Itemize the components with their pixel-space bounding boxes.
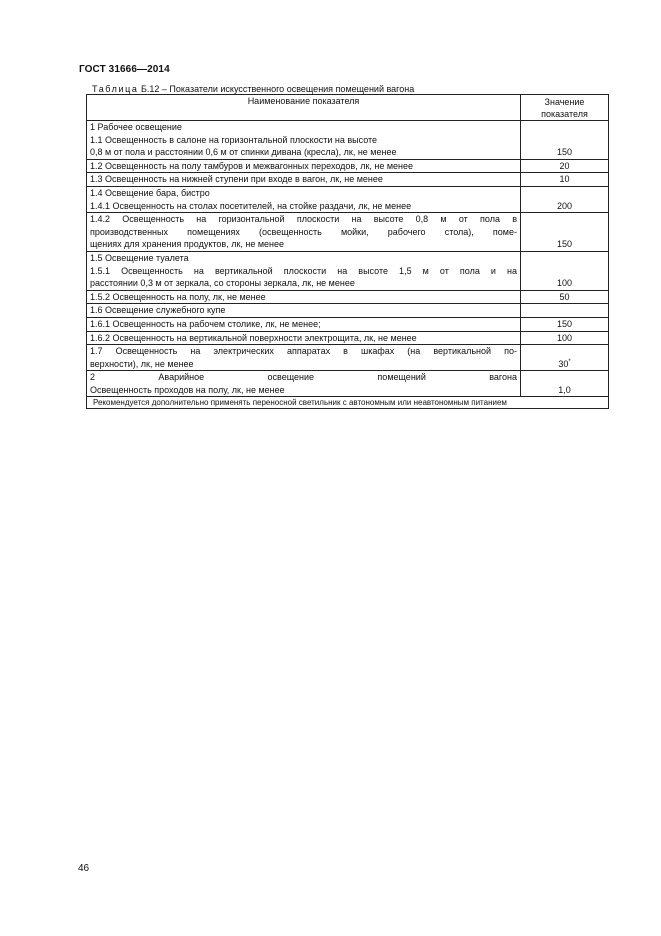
table-caption bbox=[92, 84, 414, 94]
indicator-value: 1,0 bbox=[558, 384, 571, 395]
indicator-name-cell bbox=[87, 251, 521, 290]
lighting-table bbox=[86, 94, 609, 409]
indicator-line: 1.3 Освещенность на нижней ступени при входе в вагон, лк, не менее bbox=[90, 174, 383, 185]
indicator-value-cell bbox=[521, 331, 609, 345]
caption-text: Б.12 – Показатели искусственного освещения помещений вагона bbox=[138, 84, 415, 94]
table-row bbox=[87, 251, 609, 290]
indicator-value-cell bbox=[521, 345, 609, 371]
indicator-line: 1.1 Освещенность в салоне на горизонтальной плоскости на высоте bbox=[90, 134, 378, 145]
indicator-line: верхности), лк, не менее bbox=[90, 358, 194, 369]
table-row bbox=[87, 371, 609, 397]
column-header-value-line1: Значение bbox=[544, 97, 585, 107]
indicator-name-cell bbox=[87, 345, 521, 371]
indicator-value-cell bbox=[521, 251, 609, 290]
page-number: 46 bbox=[78, 863, 90, 874]
indicator-value: 30 bbox=[558, 358, 569, 369]
indicator-line: 1.4 Освещение бара, бистро bbox=[90, 187, 210, 198]
indicator-line: 1.5 Освещение туалета bbox=[90, 252, 189, 263]
indicator-name-cell bbox=[87, 331, 521, 345]
document-id: ГОСТ 31666—2014 bbox=[79, 64, 170, 75]
indicator-value: 100 bbox=[556, 278, 573, 289]
table-row bbox=[87, 290, 609, 304]
table-row bbox=[87, 345, 609, 371]
indicator-value: 150 bbox=[556, 147, 573, 158]
indicator-name-cell bbox=[87, 186, 521, 212]
indicator-name-cell bbox=[87, 213, 521, 252]
indicator-name-cell bbox=[87, 290, 521, 304]
indicator-name-cell bbox=[87, 371, 521, 397]
indicator-name-cell bbox=[87, 121, 521, 160]
table-row bbox=[87, 304, 609, 318]
caption-label: Таблица bbox=[92, 84, 139, 94]
indicator-value-cell bbox=[521, 121, 609, 160]
table-row bbox=[87, 213, 609, 252]
indicator-line: 1.6.1 Освещенность на рабочем столике, лк, не менее; bbox=[90, 318, 321, 329]
indicator-value: 200 bbox=[556, 200, 573, 211]
table-header-row bbox=[87, 95, 609, 121]
indicator-value-cell bbox=[521, 186, 609, 212]
table-row bbox=[87, 173, 609, 187]
indicator-line: 1.2 Освещенность на полу тамбуров и межвагонных переходов, лк, не менее bbox=[90, 160, 414, 171]
footnote-row bbox=[87, 397, 609, 409]
indicator-line: 1 Рабочее освещение bbox=[90, 122, 182, 132]
table-row bbox=[87, 121, 609, 160]
indicator-name-cell bbox=[87, 159, 521, 173]
indicator-line: производственных помещениях (освещенность мойки, рабочего стола), поме- bbox=[90, 226, 517, 237]
indicator-line: расстоянии 0,3 м от зеркала, со стороны зеркала, лк, не менее bbox=[90, 278, 355, 289]
indicator-value: 100 bbox=[556, 332, 573, 343]
table-row bbox=[87, 317, 609, 331]
indicator-value: 10 bbox=[559, 174, 570, 185]
indicator-value: 50 bbox=[559, 291, 570, 302]
indicator-line: 1.5.1 Освещенность на вертикальной плоскости на высоте 1,5 м от пола и на bbox=[90, 265, 517, 276]
indicator-name-cell bbox=[87, 304, 521, 318]
indicator-value-cell bbox=[521, 290, 609, 304]
indicator-line: 1.4.2 Освещенность на горизонтальной плоскости на высоте 0,8 м от пола в bbox=[90, 214, 517, 225]
footnote: Рекомендуется дополнительно применять переносной светильник с автономным или неавтономным питанием bbox=[87, 397, 609, 409]
indicator-value-cell bbox=[521, 371, 609, 397]
indicator-line: 0,8 м от пола и расстоянии 0,6 м от спинки дивана (кресла), лк, не менее bbox=[90, 147, 397, 158]
table-row bbox=[87, 186, 609, 212]
indicator-value-cell bbox=[521, 317, 609, 331]
footnote-mark: * bbox=[568, 358, 571, 365]
indicator-value-cell bbox=[521, 304, 609, 318]
indicator-value-cell bbox=[521, 159, 609, 173]
indicator-name-cell bbox=[87, 173, 521, 187]
indicator-value-cell bbox=[521, 213, 609, 252]
indicator-value: 150 bbox=[556, 239, 573, 250]
column-header-name: Наименование показателя bbox=[87, 95, 521, 121]
indicator-value: 20 bbox=[559, 160, 570, 171]
indicator-line: щениях для хранения продуктов, лк, не менее bbox=[90, 239, 285, 250]
indicator-line: 2 Аварийное освещение помещений вагона bbox=[90, 372, 517, 383]
indicator-line: 1.7 Освещенность на электрических аппаратах в шкафах (на вертикальной по- bbox=[90, 346, 517, 357]
table-body bbox=[87, 121, 609, 397]
indicator-value: 150 bbox=[556, 318, 573, 329]
column-header-value bbox=[521, 95, 609, 121]
indicator-line: 1.4.1 Освещенность на столах посетителей, на стойке раздачи, лк, не менее bbox=[90, 200, 412, 211]
column-header-value-line2: показателя bbox=[541, 109, 588, 119]
table-row bbox=[87, 331, 609, 345]
table-row bbox=[87, 159, 609, 173]
indicator-line: 1.6 Освещение служебного купе bbox=[90, 305, 226, 316]
indicator-line: 1.5.2 Освещенность на полу, лк, не менее bbox=[90, 291, 266, 302]
indicator-line: 1.6.2 Освещенность на вертикальной поверхности электрощита, лк, не менее bbox=[90, 332, 417, 343]
indicator-name-cell bbox=[87, 317, 521, 331]
indicator-value-cell bbox=[521, 173, 609, 187]
indicator-line: Освещенность проходов на полу, лк, не менее bbox=[90, 384, 285, 395]
